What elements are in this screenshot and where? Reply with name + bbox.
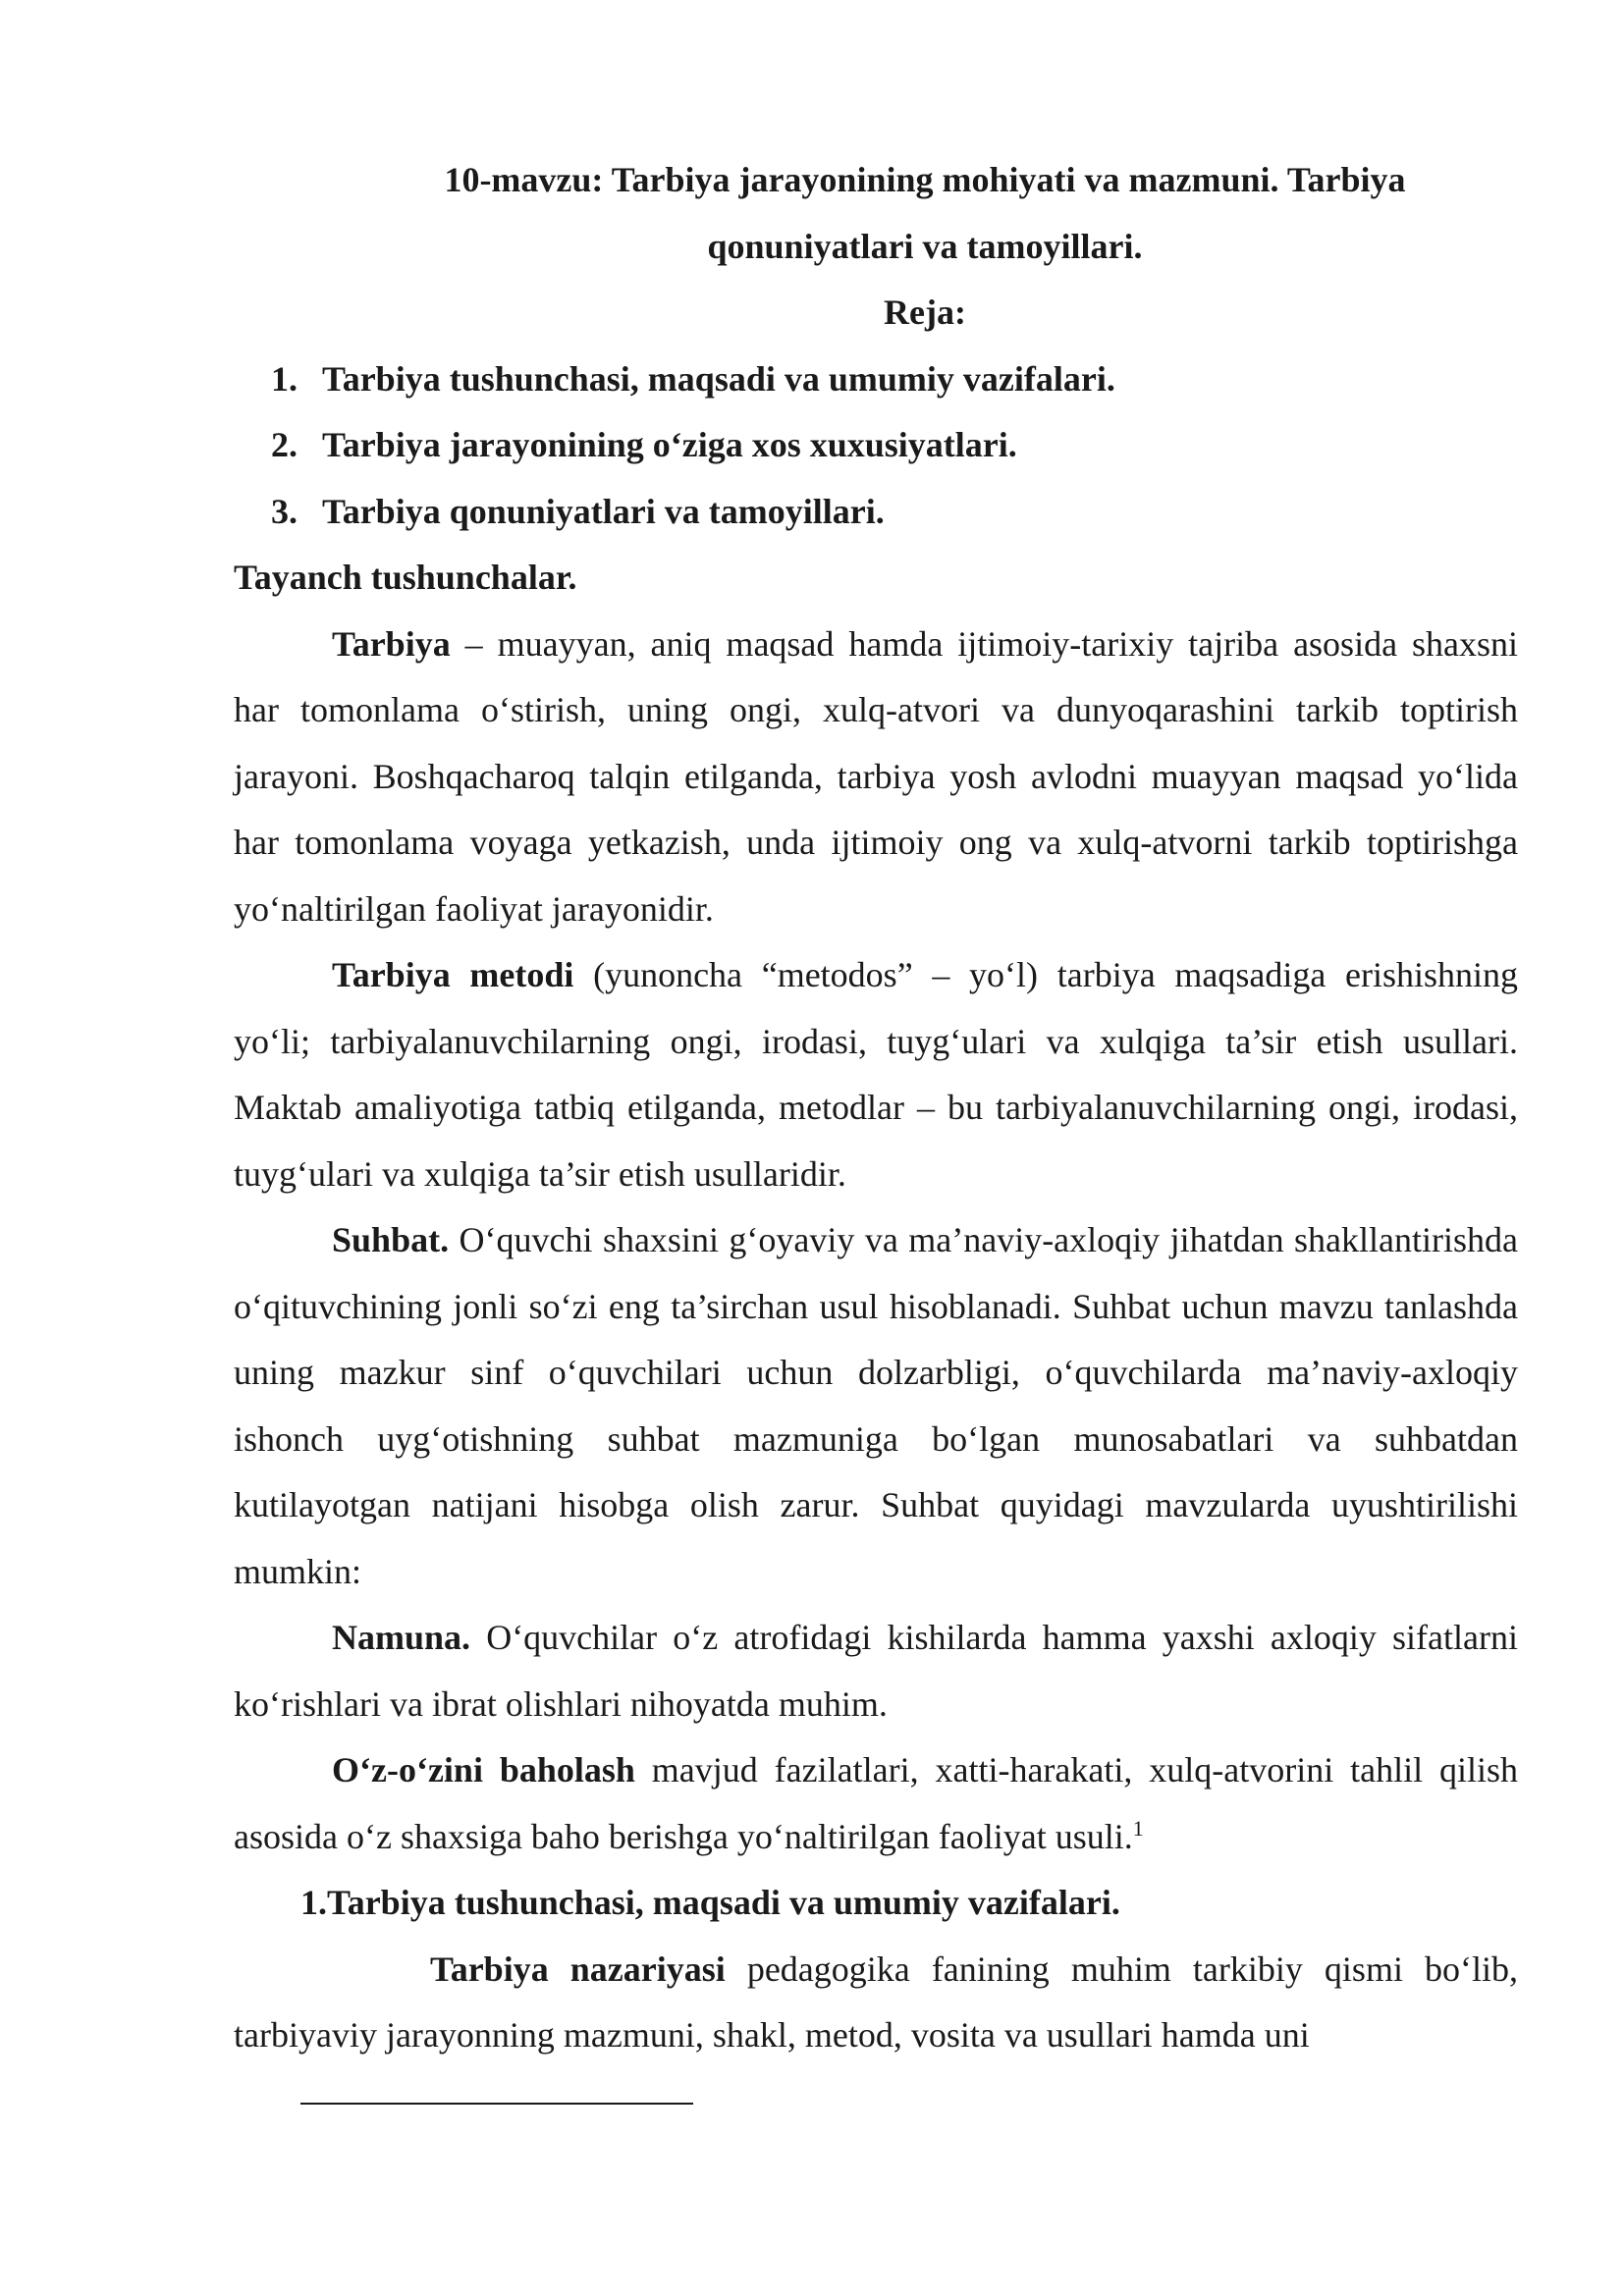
definition-text: (yunoncha “metodos” – yo‘l) tarbiya maqsadiga erishishning yo‘li; tarbiyalanuvchilarning ongi, irodasi, tuyg‘ulari va xulqiga ta’sir etish usullari. Maktab amaliyotiga tatbiq etilganda, metodlar – bu tarbiyalanuvchilarning ongi, irodasi, tuyg‘ulari va xulqiga ta’sir etish usullaridir. [234,955,1519,1194]
definition-text: O‘quvchi shaxsini g‘oyaviy va ma’naviy-axloqiy jihatdan shakllantirishda o‘qituvchining jonli so‘zi eng ta’sirchan usul hisoblanadi. Suhbat uchun mavzu tanlashda uning mazkur sinf o‘quvchilari uchun dolzarbligi, o‘quvchilarda ma’naviy-axloqiy ishonch uyg‘otishning suhbat mazmuniga bo‘lgan munosabatlari va suhbatdan kutilayotgan natijani hisobga olish zarur. Suhbat quyidagi mavzularda uyushtirilishi mumkin: [234,1220,1518,1591]
section-term: Tarbiya nazariyasi [430,1949,726,1989]
key-concepts-heading: Tayanch tushunchalar. [234,558,577,597]
footnote-marker[interactable]: 1 [1132,1815,1144,1841]
plan-item-text: Tarbiya tushunchasi, maqsadi va umumiy vazifalari. [322,358,1115,399]
plan-item-number: 1. [271,358,298,399]
title-line-2: qonuniyatlari va tamoyillari. [707,226,1143,266]
definition-text: – muayyan, aniq maqsad hamda ijtimoiy-tarixiy tajriba asosida shaxsni har tomonlama o‘stirish, uning ongi, xulq-atvori va dunyoqarashini tarkib toptirish jarayoni. Boshqacharoq talqin etilganda, tarbiya yosh avlodni muayyan maqsad yo‘lida har tomonlama voyaga yetkazish, unda ijtimoiy ong va xulq-atvorni tarkib toptirishga yo‘naltirilgan faoliyat jarayonidir. [234,623,1518,929]
definition-term: O‘z-o‘zini baholash [332,1750,635,1789]
definition-paragraph [234,1605,1518,1737]
section-paragraph [234,1937,1518,2069]
document-title [234,147,1518,280]
plan-item [234,347,1518,413]
definition-text: mavjud fazilatlari, xatti-harakati, xulq-atvorini tahlil qilish asosida o‘z shaxsiga baho berishga yo‘naltirilgan faoliyat usuli. [234,1750,1519,1856]
document-page [234,147,1518,2069]
footnote-separator [300,2103,693,2105]
definition-paragraph [234,612,1518,943]
definition-term: Tarbiya [332,623,451,664]
plan-item-number: 2. [271,425,298,464]
plan-item [234,412,1518,479]
title-line-1: 10-mavzu: Tarbiya jarayonining mohiyati va mazmuni. Tarbiya [444,160,1406,199]
definition-term: Suhbat. [332,1220,450,1259]
definition-term: Namuna. [332,1618,471,1657]
plan-item [234,479,1518,546]
plan-item-text: Tarbiya jarayonining o‘ziga xos xuxusiyatlari. [322,425,1017,464]
plan-list [234,347,1518,546]
definition-paragraph [234,942,1518,1207]
definition-term: Tarbiya metodi [332,955,574,994]
definition-paragraph [234,1207,1518,1605]
plan-heading: Reja: [884,293,966,332]
plan-item-number: 3. [271,491,298,531]
plan-item-text: Tarbiya qonuniyatlari va tamoyillari. [322,491,885,531]
definition-text: O‘quvchilar o‘z atrofidagi kishilarda hamma yaxshi axloqiy sifatlarni ko‘rishlari va ibrat olishlari nihoyatda muhim. [234,1618,1518,1724]
section-text: pedagogika fanining muhim tarkibiy qismi bo‘lib, tarbiyaviy jarayonning mazmuni, shakl, metod, vosita va usullari hamda uni [234,1949,1518,2055]
definition-paragraph [234,1737,1518,1870]
section-heading: 1.Tarbiya tushunchasi, maqsadi va umumiy vazifalari. [300,1883,1120,1922]
